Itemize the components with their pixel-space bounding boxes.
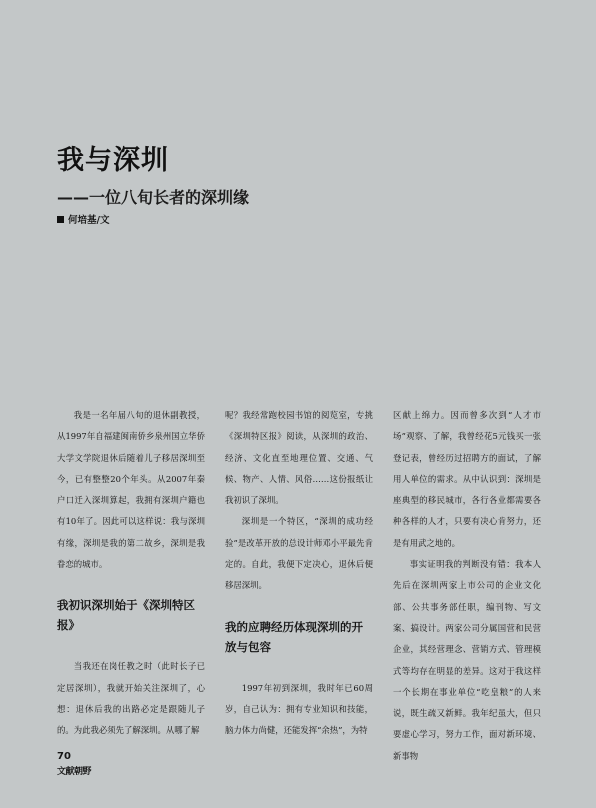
text-column-3 [393,405,541,767]
paragraph: 深圳是一个特区，“深圳的成功经验”是改革开放的总设计师邓小平最先肯定的。自此，我便下定决心，退休后便移居深圳。 [225,516,373,591]
paragraph: 区献上绵力。因而曾多次到“人才市场”观察、了解，我曾经花5元钱买一张登记表，曾经历过招聘方的面试，了解用人单位的需求。从中认识到：深圳是座典型的移民城市，各行各业都需要各种各样的人才，只要有决心肯努力，还是有用武之地的。 [393,410,541,548]
author-name: 何培基/文 [68,215,110,226]
section-heading: 我初识深圳始于《深圳特区报》 [57,598,195,633]
text-column-2 [225,405,373,742]
paragraph: 呢？我经常跑校园书馆的阅览室，专挑《深圳特区报》阅读，从深圳的政治、经济、文化直至地理位置、交通、气候、物产、人情、风俗……这份报纸让我初识了深圳。 [225,410,373,506]
magazine-logo: 文献朝野 [57,767,92,777]
paragraph: 当我还在岗任教之时（此时长子已定居深圳），我就开始关注深圳了，心想：退休后我的出路必定是跟随儿子的。为此我必须先了解深圳。从哪了解 [57,661,205,736]
section-heading: 我的应聘经历体现深圳的开放与包容 [225,619,363,654]
author-line [57,212,109,226]
square-bullet-icon [57,216,64,223]
paragraph: 我是一名年届八旬的退休副教授，从1997年自福建闽南侨乡泉州国立华侨大学文学院退休后随着儿子移居深圳至今，已有整整20个年头。从2007年秦户口迁入深圳算起，我拥有深圳户籍也有10年了。因此可以这样说：我与深圳有缘，深圳是我的第二故乡，深圳是我眷恋的城市。 [57,410,205,570]
paragraph: 事实证明我的判断没有错：我本人先后在深圳两家上市公司的企业文化部、公共事务部任职，编刊物、写文案、搞设计。两家公司分属国营和民营企业，其经营理念、营销方式、管理模式等均存在明显的差异。这对于我这样一个长期在事业单位“吃皇粮”的人来说，既生疏又新鲜。我年纪虽大，但只要虚心学习，努力工作，面对新环境、新事物 [393,559,541,761]
paragraph: 1997年初到深圳，我时年已60周岁，自己认为：拥有专业知识和技能，脑力体力尚健，还能发挥“余热”，为特 [225,682,373,736]
article-subtitle: ——一位八旬长者的深圳缘 [57,188,250,207]
text-column-1 [57,405,205,742]
article-title: 我与深圳 [57,145,169,176]
page-number: 70 [57,751,71,762]
